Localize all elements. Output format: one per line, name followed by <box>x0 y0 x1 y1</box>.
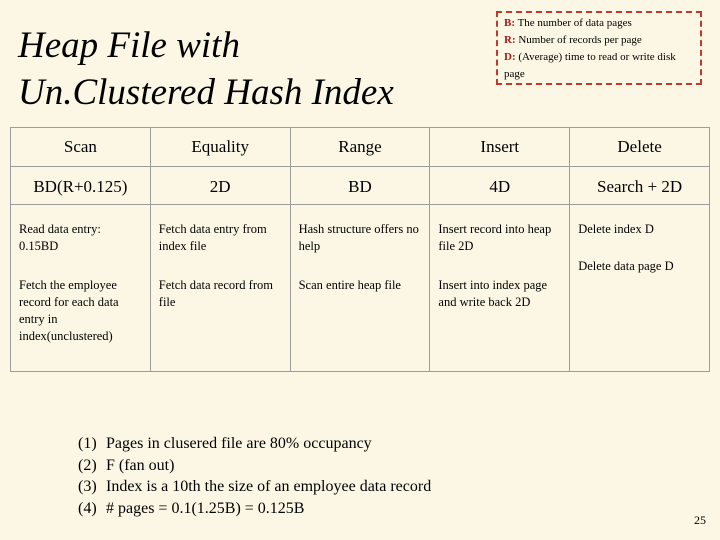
detail-row <box>11 205 710 372</box>
legend-item-r: R: Number of records per page <box>504 34 642 46</box>
detail-equality <box>150 205 290 372</box>
header-range: Range <box>290 128 430 167</box>
header-scan: Scan <box>11 128 151 167</box>
detail-insert <box>430 205 570 372</box>
detail-text: Delete index D <box>578 222 654 236</box>
detail-text: Insert record into heap file 2D <box>438 222 552 253</box>
detail-range <box>290 205 430 372</box>
cost-delete: Search + 2D <box>570 167 710 205</box>
detail-text: Fetch the employee record for each data entry in index(unclustered) <box>19 278 119 343</box>
page-number: 25 <box>694 513 706 527</box>
note-item: (3) Index is a 10th the size of an employee data record <box>78 478 432 495</box>
detail-text: Read data entry: 0.15BD <box>19 222 101 253</box>
notes-list <box>78 433 431 519</box>
legend-box <box>496 11 702 85</box>
cost-range: BD <box>290 167 430 205</box>
cost-equality: 2D <box>150 167 290 205</box>
cost-scan: BD(R+0.125) <box>11 167 151 205</box>
detail-delete <box>570 205 710 372</box>
header-insert: Insert <box>430 128 570 167</box>
cost-table <box>10 127 710 372</box>
cost-insert: 4D <box>430 167 570 205</box>
header-equality: Equality <box>150 128 290 167</box>
detail-text: Fetch data record from file <box>158 278 273 309</box>
slide-title <box>18 22 448 116</box>
detail-text: Delete data page D <box>578 259 674 273</box>
detail-text: Fetch data entry from index file <box>158 222 267 253</box>
legend-item-b: B: The number of data pages <box>504 17 632 29</box>
detail-text: Insert into index page and write back 2D <box>438 278 548 309</box>
note-item: (2) F (fan out) <box>78 456 175 474</box>
detail-text: Scan entire heap file <box>298 278 401 292</box>
title-line-2: Un.Clustered Hash Index <box>18 72 394 113</box>
legend-item-d: D: (Average) time to read or write disk page <box>504 51 676 80</box>
title-line-1: Heap File with <box>18 25 240 66</box>
detail-text: Hash structure offers no help <box>298 222 419 253</box>
header-row <box>11 128 710 167</box>
header-delete: Delete <box>570 128 710 167</box>
note-item: (4) # pages = 0.1(1.25B) = 0.125B <box>78 499 305 517</box>
note-item: (1) Pages in clusered file are 80% occupancy <box>78 435 372 452</box>
cost-row <box>11 167 710 205</box>
detail-scan <box>11 205 151 372</box>
